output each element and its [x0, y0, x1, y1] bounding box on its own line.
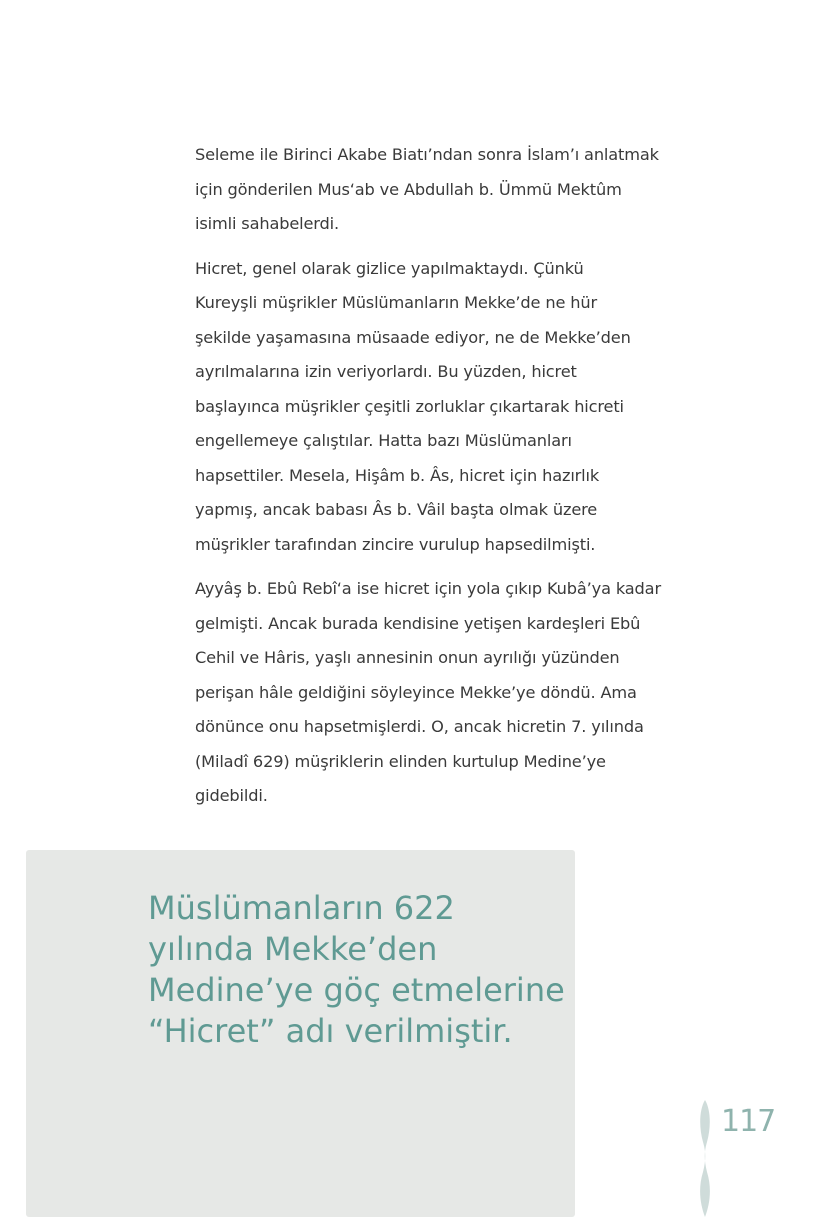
text-line: perişan hâle geldiğini söyleyince Mekke’ye döndü. Ama [195, 682, 637, 702]
text-line: Ayyâş b. Ebû Rebî‘a ise hicret için yola çıkıp Kubâ’ya kadar [195, 579, 661, 598]
callout-line: yılında Mekke’den [148, 930, 438, 968]
text-line: Cehil ve Hâris, yaşlı annesinin onun ayrılığı yüzünden [195, 648, 620, 667]
text-line: başlayınca müşrikler çeşitli zorluklar çıkartarak hicreti [195, 396, 624, 416]
text-line: engellemeye çalıştılar. Hatta bazı Müslümanları [195, 431, 572, 450]
callout-line: “Hicret” adı verilmiştir. [148, 1012, 513, 1050]
callout-line: Müslümanların 622 [148, 889, 455, 927]
body-text [195, 138, 695, 824]
text-line: gidebildi. [195, 786, 268, 805]
text-line: şekilde yaşamasına müsaade ediyor, ne de Mekke’den [195, 327, 631, 347]
text-line: isimli sahabelerdi. [195, 214, 339, 233]
text-line: hapsettiler. Mesela, Hişâm b. Âs, hicret için hazırlık [195, 465, 600, 485]
paragraph-3 [195, 572, 695, 814]
text-line: yapmış, ancak babası Âs b. Vâil başta olmak üzere [195, 500, 598, 519]
text-line: (Miladî 629) müşriklerin elinden kurtulup Medine’ye [195, 751, 606, 771]
text-line: müşrikler tarafından zincire vurulup hapsedilmişti. [195, 534, 596, 554]
paragraph-1 [195, 138, 695, 242]
text-line: Kureyşli müşrikler Müslümanların Mekke’de ne hür [195, 293, 597, 312]
text-line: Seleme ile Birinci Akabe Biatı’ndan sonra İslam’ı anlatmak [195, 145, 659, 164]
text-line: dönünce onu hapsetmişlerdi. O, ancak hicretin 7. yılında [195, 717, 644, 736]
callout-text [148, 888, 565, 1052]
text-line: için gönderilen Mus‘ab ve Abdullah b. Ümmü Mektûm [195, 179, 622, 199]
text-line: ayrılmalarına izin veriyorlardı. Bu yüzden, hicret [195, 362, 577, 381]
paragraph-2 [195, 252, 695, 563]
callout-line: Medine’ye göç etmelerine [148, 971, 565, 1009]
page-number: 117 [721, 1104, 776, 1139]
page-ornament-icon [695, 1100, 715, 1217]
text-line: Hicret, genel olarak gizlice yapılmaktaydı. Çünkü [195, 258, 584, 278]
text-line: gelmişti. Ancak burada kendisine yetişen kardeşleri Ebû [195, 613, 641, 633]
